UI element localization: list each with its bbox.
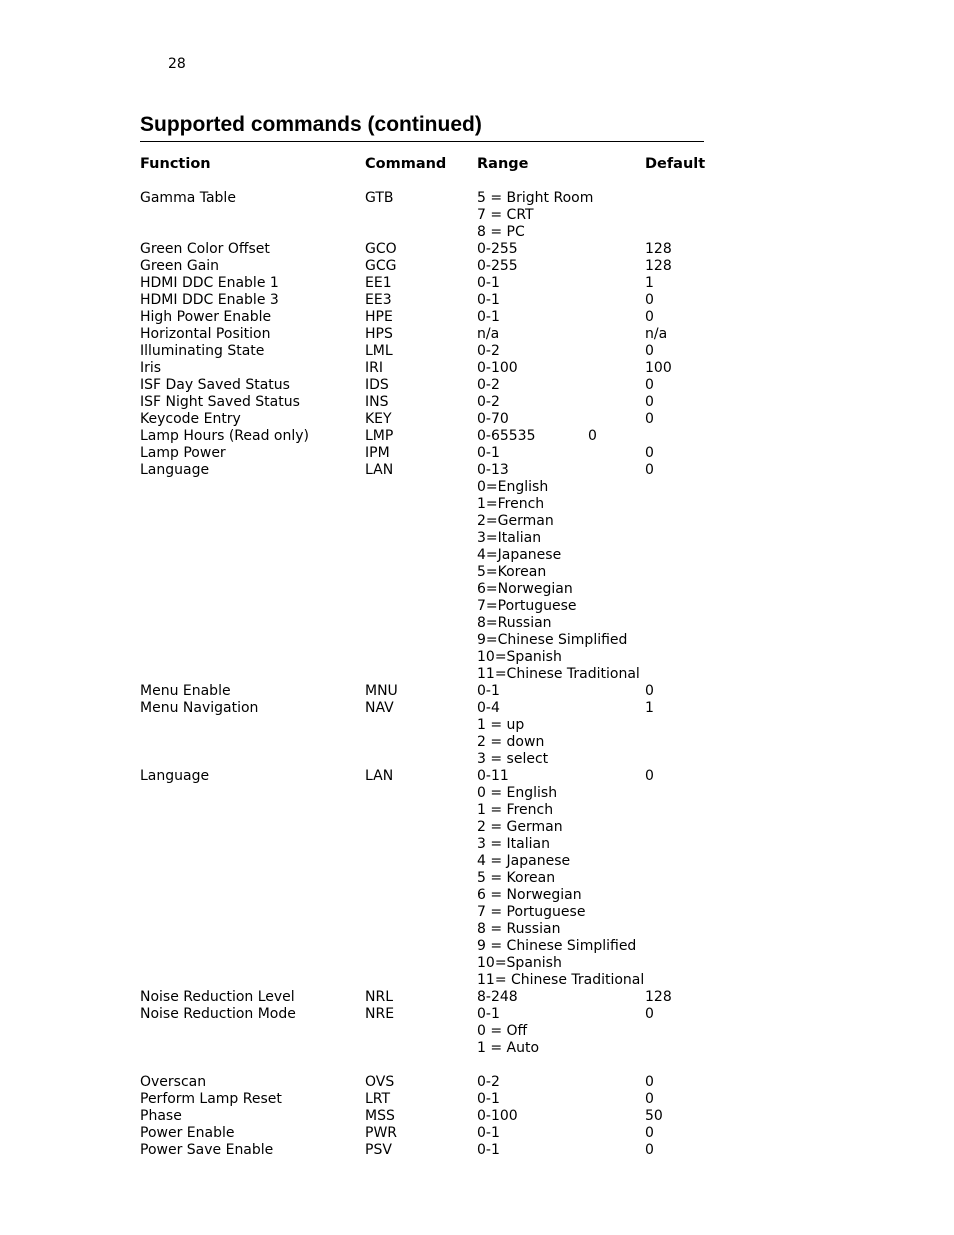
cell-command: KEY [365, 411, 392, 427]
table-row [140, 411, 710, 428]
cell-command: LML [365, 343, 393, 359]
table-row [140, 1091, 710, 1108]
range-value: 5 = Bright Room [477, 190, 594, 206]
cell-default: 0 [645, 683, 654, 699]
cell-function: ISF Night Saved Status [140, 394, 300, 410]
cell-range [477, 241, 954, 258]
cell-command: PWR [365, 1125, 398, 1141]
cell-range [477, 989, 954, 1006]
range-value: 7 = Portuguese [477, 904, 586, 920]
cell-command: EE3 [365, 292, 392, 308]
table-row [140, 428, 710, 445]
header-default: Default [645, 156, 706, 172]
cell-default: 100 [645, 360, 672, 376]
table-row [140, 190, 710, 241]
cell-command: IPM [365, 445, 390, 461]
table-row [140, 360, 710, 377]
table-row [140, 1125, 710, 1142]
cell-range [477, 258, 954, 275]
table-row [140, 989, 710, 1006]
table-row [140, 292, 710, 309]
cell-function: Language [140, 768, 210, 784]
cell-default: 0 [645, 1074, 654, 1090]
cell-function: Green Color Offset [140, 241, 270, 257]
header-range: Range [477, 156, 529, 172]
cell-function: Lamp Hours (Read only) [140, 428, 309, 444]
cell-range [477, 360, 954, 377]
range-value: 1 = up [477, 717, 525, 733]
cell-default: 0 [645, 292, 654, 308]
cell-default: 50 [645, 1108, 663, 1124]
range-value: 0-1 [477, 1091, 500, 1107]
table-row [140, 258, 710, 275]
range-value: 0-100 [477, 360, 518, 376]
range-value: 0-11 [477, 768, 509, 784]
range-value: 3=Italian [477, 530, 542, 546]
range-value: n/a [477, 326, 500, 342]
cell-default: 0 [645, 411, 654, 427]
cell-command: GCO [365, 241, 397, 257]
range-value: 11= Chinese Traditional [477, 972, 645, 988]
range-value: 4=Japanese [477, 547, 562, 563]
cell-function: Menu Enable [140, 683, 231, 699]
title-divider [140, 141, 704, 142]
cell-command: HPE [365, 309, 393, 325]
cell-function: Perform Lamp Reset [140, 1091, 282, 1107]
range-value: 9 = Chinese Simplified [477, 938, 637, 954]
range-value: 1=French [477, 496, 545, 512]
range-value: 0-100 [477, 1108, 518, 1124]
cell-range [477, 683, 954, 700]
range-value: 8 = Russian [477, 921, 561, 937]
cell-function: Horizontal Position [140, 326, 271, 342]
range-value: 9=Chinese Simplified [477, 632, 628, 648]
range-value: 6 = Norwegian [477, 887, 582, 903]
header-function: Function [140, 156, 211, 172]
table-row [140, 1074, 710, 1091]
range-value: 0-1 [477, 683, 500, 699]
cell-command: MSS [365, 1108, 395, 1124]
table-row [140, 309, 710, 326]
range-value: 0-4 [477, 700, 500, 716]
cell-function: High Power Enable [140, 309, 272, 325]
cell-range [477, 275, 954, 292]
cell-function: Noise Reduction Level [140, 989, 295, 1005]
cell-default: 0 [645, 1006, 654, 1022]
range-value: 5 = Korean [477, 870, 556, 886]
cell-command: EE1 [365, 275, 392, 291]
range-value: 7=Portuguese [477, 598, 577, 614]
cell-command: NAV [365, 700, 394, 716]
table-row [140, 275, 710, 292]
table-row [140, 394, 710, 411]
range-value: 0-1 [477, 1125, 500, 1141]
cell-function: Language [140, 462, 210, 478]
table-row [140, 1142, 710, 1159]
page-title: Supported commands (continued) [140, 113, 482, 136]
cell-default: 0 [645, 445, 654, 461]
cell-default: 1 [645, 275, 654, 291]
table-row [140, 445, 710, 462]
cell-range [477, 768, 954, 989]
range-value: 0-13 [477, 462, 509, 478]
cell-default: 0 [645, 377, 654, 393]
cell-range [477, 462, 954, 683]
range-value: 1 = French [477, 802, 554, 818]
range-value: 0-255 [477, 241, 518, 257]
range-value: 0-2 [477, 343, 500, 359]
cell-range [477, 445, 954, 462]
range-value: 0-1 [477, 292, 500, 308]
range-value: 8 = PC [477, 224, 525, 240]
range-value: 0-2 [477, 1074, 500, 1090]
cell-command: NRE [365, 1006, 395, 1022]
cell-range [477, 1006, 954, 1057]
cell-range [477, 326, 954, 343]
cell-range [477, 1142, 954, 1159]
range-value: 3 = select [477, 751, 549, 767]
cell-function: Gamma Table [140, 190, 236, 206]
cell-range [477, 394, 954, 411]
cell-default: 0 [588, 428, 597, 444]
header-command: Command [365, 156, 447, 172]
range-value: 0-1 [477, 1006, 500, 1022]
cell-function: HDMI DDC Enable 1 [140, 275, 279, 291]
cell-function: Menu Navigation [140, 700, 259, 716]
cell-command: HPS [365, 326, 393, 342]
range-value: 10=Spanish [477, 955, 562, 971]
range-value: 4 = Japanese [477, 853, 571, 869]
cell-range [477, 411, 954, 428]
commands-table [140, 190, 710, 1159]
cell-command: LAN [365, 768, 394, 784]
range-value: 0-70 [477, 411, 509, 427]
range-value: 0-1 [477, 1142, 500, 1158]
range-value: 0-2 [477, 394, 500, 410]
table-row [140, 700, 710, 768]
range-value: 11=Chinese Traditional [477, 666, 640, 682]
cell-range [477, 700, 954, 768]
range-value: 0 = English [477, 785, 558, 801]
cell-range [477, 1091, 954, 1108]
range-value: 0-2 [477, 377, 500, 393]
cell-range [477, 377, 954, 394]
cell-default: 0 [645, 462, 654, 478]
cell-function: Green Gain [140, 258, 220, 274]
cell-range [477, 1074, 954, 1091]
cell-default: 0 [645, 768, 654, 784]
cell-default: 0 [645, 1091, 654, 1107]
cell-default: 128 [645, 241, 672, 257]
range-value: 6=Norwegian [477, 581, 573, 597]
cell-command: LAN [365, 462, 394, 478]
cell-command: PSV [365, 1142, 392, 1158]
cell-default: 128 [645, 989, 672, 1005]
cell-range [477, 428, 954, 445]
cell-command: INS [365, 394, 389, 410]
table-row [140, 241, 710, 258]
range-value: 0-255 [477, 258, 518, 274]
cell-default: 0 [645, 309, 654, 325]
cell-command: OVS [365, 1074, 395, 1090]
cell-command: LRT [365, 1091, 391, 1107]
range-value: 2=German [477, 513, 554, 529]
cell-default: n/a [645, 326, 668, 342]
cell-command: NRL [365, 989, 393, 1005]
cell-range [477, 309, 954, 326]
range-value: 0-65535 [477, 428, 536, 444]
range-value: 2 = German [477, 819, 563, 835]
cell-command: LMP [365, 428, 394, 444]
cell-default: 0 [645, 1142, 654, 1158]
cell-range [477, 1108, 954, 1125]
table-row [140, 462, 710, 683]
cell-command: IDS [365, 377, 389, 393]
cell-default: 128 [645, 258, 672, 274]
page-number: 28 [168, 56, 186, 72]
table-row [140, 1006, 710, 1057]
cell-range [477, 190, 954, 241]
table-row [140, 377, 710, 394]
range-value: 0-1 [477, 309, 500, 325]
cell-function: Noise Reduction Mode [140, 1006, 296, 1022]
range-value: 1 = Auto [477, 1040, 540, 1056]
cell-function: Overscan [140, 1074, 207, 1090]
range-value: 2 = down [477, 734, 545, 750]
range-value: 5=Korean [477, 564, 547, 580]
cell-command: GCG [365, 258, 397, 274]
cell-function: Iris [140, 360, 162, 376]
cell-function: Lamp Power [140, 445, 226, 461]
cell-default: 0 [645, 394, 654, 410]
cell-command: GTB [365, 190, 394, 206]
cell-function: Phase [140, 1108, 182, 1124]
cell-range [477, 292, 954, 309]
table-row [140, 683, 710, 700]
range-value: 0-1 [477, 445, 500, 461]
table-row [140, 326, 710, 343]
range-value: 7 = CRT [477, 207, 534, 223]
cell-function: Power Enable [140, 1125, 235, 1141]
range-value: 3 = Italian [477, 836, 550, 852]
cell-function: Illuminating State [140, 343, 265, 359]
range-value: 10=Spanish [477, 649, 562, 665]
cell-default: 1 [645, 700, 654, 716]
table-row [140, 1108, 710, 1125]
cell-function: HDMI DDC Enable 3 [140, 292, 279, 308]
range-value: 8=Russian [477, 615, 552, 631]
range-value: 0=English [477, 479, 549, 495]
range-value: 8-248 [477, 989, 518, 1005]
table-row [140, 343, 710, 360]
cell-command: MNU [365, 683, 398, 699]
cell-default: 0 [645, 343, 654, 359]
cell-function: Power Save Enable [140, 1142, 274, 1158]
cell-function: Keycode Entry [140, 411, 241, 427]
table-row [140, 768, 710, 989]
cell-default: 0 [645, 1125, 654, 1141]
table-header [140, 154, 710, 174]
cell-range [477, 343, 954, 360]
cell-function: ISF Day Saved Status [140, 377, 290, 393]
cell-command: IRI [365, 360, 383, 376]
range-value: 0-1 [477, 275, 500, 291]
cell-range [477, 1125, 954, 1142]
range-value: 0 = Off [477, 1023, 528, 1039]
